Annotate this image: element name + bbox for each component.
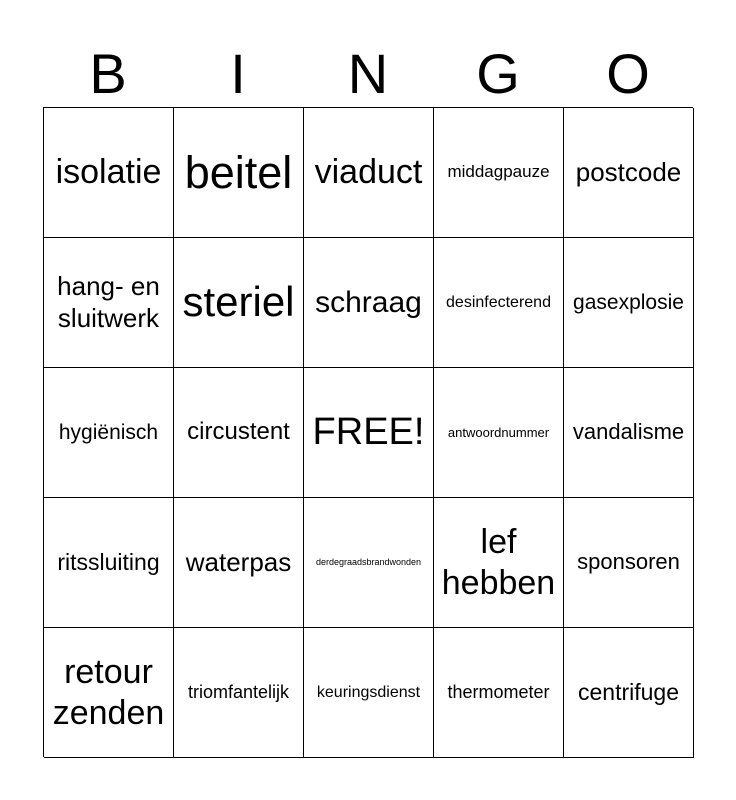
cell-label: steriel	[182, 278, 295, 326]
cell-label: sponsoren	[577, 549, 680, 575]
cell-label: isolatie	[55, 153, 162, 192]
bingo-cell[interactable]	[44, 238, 174, 368]
header-letter-n: N	[347, 42, 389, 105]
bingo-cell[interactable]	[564, 628, 694, 758]
bingo-cell[interactable]	[304, 628, 434, 758]
cell-label: beitel	[184, 146, 293, 198]
cell-label: lef hebben	[441, 522, 556, 602]
bingo-cell[interactable]	[434, 368, 564, 498]
bingo-cell[interactable]	[434, 108, 564, 238]
cell-label: derdegraadsbrandwonden	[315, 557, 422, 568]
bingo-cell[interactable]	[304, 238, 434, 368]
cell-label: ritssluiting	[57, 548, 160, 575]
bingo-cell[interactable]	[564, 368, 694, 498]
bingo-cell[interactable]	[174, 238, 304, 368]
bingo-cell[interactable]	[564, 498, 694, 628]
bingo-cell[interactable]	[174, 498, 304, 628]
header-letter-o: O	[606, 42, 650, 105]
cell-label: keuringsdienst	[316, 683, 421, 701]
bingo-cell[interactable]	[44, 108, 174, 238]
bingo-cell[interactable]	[434, 238, 564, 368]
bingo-cell[interactable]	[564, 238, 694, 368]
bingo-cell[interactable]	[434, 498, 564, 628]
bingo-cell free-space[interactable]	[304, 368, 434, 498]
cell-label: antwoordnummer	[447, 424, 550, 440]
cell-label: retour zenden	[52, 652, 165, 732]
bingo-cell[interactable]	[174, 368, 304, 498]
cell-label: vandalisme	[572, 419, 685, 445]
header-letter-g: G	[476, 42, 520, 105]
bingo-cell[interactable]	[174, 628, 304, 758]
cell-label: middagpauze	[447, 162, 550, 182]
cell-label: schraag	[315, 285, 422, 319]
header-letter-i: I	[230, 42, 246, 105]
cell-label: hang- en sluitwerk	[57, 271, 160, 333]
cell-label: hygiënisch	[58, 420, 159, 444]
cell-label: viaduct	[314, 153, 423, 192]
cell-label: desinfecterend	[446, 293, 551, 311]
bingo-cell[interactable]	[44, 368, 174, 498]
bingo-cell[interactable]	[44, 628, 174, 758]
cell-label: centrifuge	[577, 678, 679, 705]
cell-label: postcode	[575, 156, 682, 187]
cell-label: gasexplosie	[573, 290, 684, 314]
cell-label: thermometer	[447, 681, 550, 702]
bingo-cell[interactable]	[304, 108, 434, 238]
bingo-grid	[43, 107, 693, 757]
header-letter-b: B	[89, 42, 127, 105]
bingo-cell[interactable]	[564, 108, 694, 238]
cell-label: FREE!	[312, 410, 425, 453]
cell-label: waterpas	[185, 546, 292, 577]
bingo-cell[interactable]	[174, 108, 304, 238]
cell-label: circustent	[187, 418, 290, 446]
cell-label: triomfantelijk	[187, 681, 290, 702]
bingo-cell[interactable]	[304, 498, 434, 628]
bingo-header	[43, 42, 693, 106]
bingo-cell[interactable]	[434, 628, 564, 758]
bingo-cell[interactable]	[44, 498, 174, 628]
